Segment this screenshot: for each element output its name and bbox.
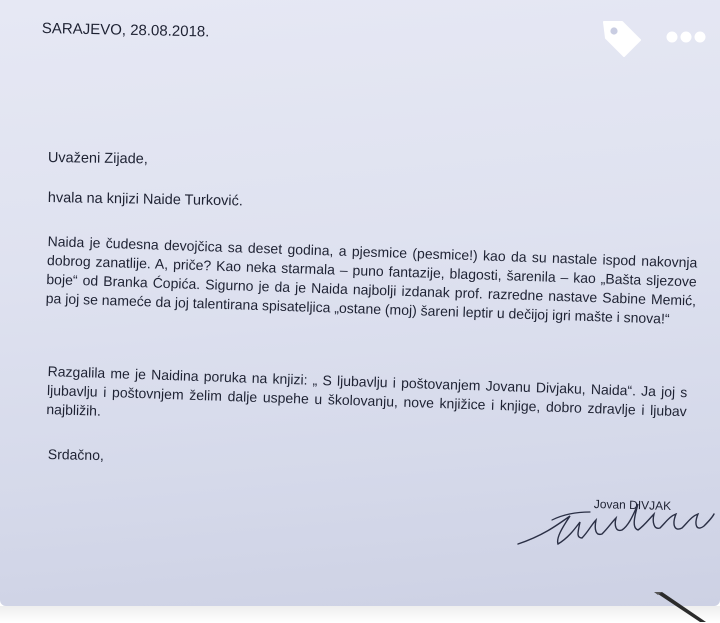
tag-icon <box>598 14 644 60</box>
more-options-button[interactable] <box>660 20 710 54</box>
letter-thanks-line: hvala na knjizi Naide Turković. <box>47 190 244 210</box>
more-dots-icon <box>660 20 710 54</box>
tag-button[interactable] <box>598 14 644 60</box>
letter-closing: Srdačno, <box>47 446 105 464</box>
letter-paragraph-2: Razgalila me je Naidina poruka na knjizi: „ S ljubavlju i poštovanjem Jovanu Divjaku, Naida“. Ja joj s ljubavlju i poštovnjem želim dalje uspehe u školovanju, nove knjižice i knjige, dobro zdravlje i ljubav najbližih. <box>46 362 688 420</box>
letter-paragraph-1: Naida je čudesna devojčica sa deset godina, a pjesmice (pesmice!) kao da su nastale ispod nakovnja dobrog zanatlije. A, priče? Kao neka starmala – puno fantazije, blagosti, šarenila – kao „Bašta sljezove boje“ od Branka Ćopića. Sigurno je da je Naida najbolji izdanak prof. razredne nastave Sabine Memić, pa joj se nameće da joj talentirana spisateljica „ostane (moj) šareni leptir u dečijoj igri mašte i snova!“ <box>45 232 698 327</box>
letter-salutation: Uvaženi Zijade, <box>47 150 148 168</box>
signature-printed-name: Jovan DIVJAK <box>593 497 672 514</box>
handwritten-signature <box>512 492 718 572</box>
photo-bottom-edge <box>0 606 720 623</box>
letter-date: SARAJEVO, 28.08.2018. <box>41 20 210 41</box>
pen-icon <box>640 592 720 623</box>
